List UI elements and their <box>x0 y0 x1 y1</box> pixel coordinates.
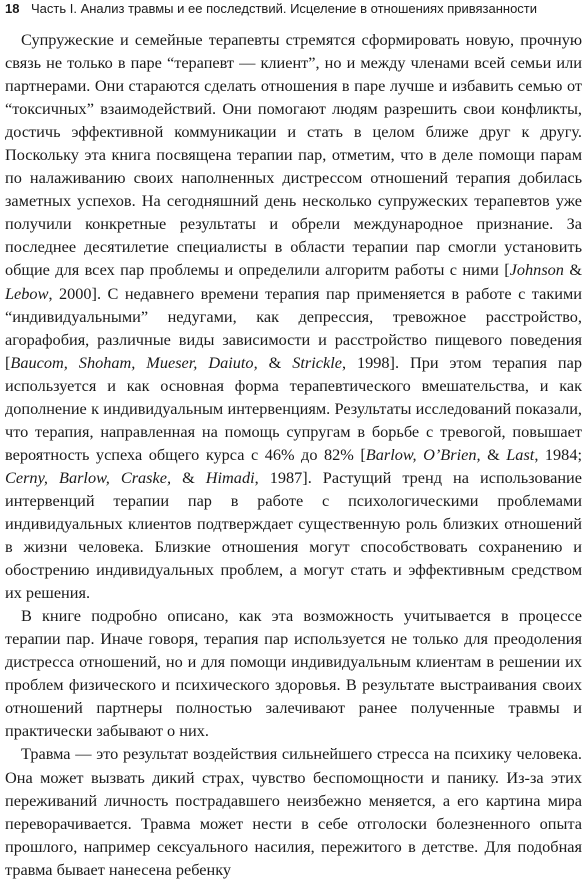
chapter-title: Часть I. Анализ травмы и ее последствий. Исцеление в отношениях привязанности <box>31 1 538 16</box>
citation-author: Lebow <box>5 283 49 303</box>
paragraph-3 <box>5 742 582 880</box>
text-segment: & <box>171 467 206 487</box>
citation-author: Cerny, Barlow, Craske, <box>5 467 172 487</box>
running-header <box>5 0 582 18</box>
citation-author: Himadi <box>205 467 255 487</box>
page-number: 18 <box>5 1 20 16</box>
text-segment: , 1984; <box>534 444 582 464</box>
citation-author: Barlow, O’Brien, <box>365 444 481 464</box>
paragraph-1 <box>5 28 582 604</box>
text-segment: & <box>563 260 582 280</box>
text-segment: & <box>480 444 507 464</box>
text-segment: , 1987]. Растущий тренд на использование интервенций терапии пар в работе с психологическими проблемами индивидуальных клиентов подтверждает существенную роль близких отношений в жизни человека. Близкие отношения могут способствовать сохранению и обострению индивидуальных проблем, а могут стать и эффективным средством их решения. <box>5 467 582 603</box>
citation-author: Johnson <box>509 260 564 280</box>
text-segment: , 1998]. При этом терапия пар используется и как основная форма терапевтического вмешательства, и как дополнение к индивидуальным интервенциям. Результаты исследований показали, что терапия, направленная на помощь супругам в борьбе с тревогой, повышает вероятность успеха общего курса с 46% до 82% [ <box>5 352 582 464</box>
text-segment: В книге подробно описано, как эта возможность учитывается в процессе терапии пар. Иначе говоря, терапия пар используется не только для преодоления дистресса отношений, но и для помощи индивидуальным клиентам в решении их проблем физического и психического здоровья. В результате выстраивания своих отношений партнеры полностью залечивают ранее полученные травмы и практически забывают о них. <box>5 606 582 741</box>
text-segment: Супружеские и семейные терапевты стремятся сформировать новую, прочную связь не только в паре “терапевт — клиент”, но и между членами всей семьи или партнерами. Они стараются сделать отношения в паре лучше и избавить семью от “токсичных” взаимодействий. Они помогают людям разрешить свои конфликты, достичь эффективной коммуникации и стать в целом ближе друг к другу. Поскольку эта книга посвящена терапии пар, отметим, что в деле помощи парам по налаживанию своих наполненных дистрессом отношений терапия добилась заметных успехов. На сегодняшний день несколько супружеских терапевтов уже получили конкретные результаты и обрели международное признание. За последнее десятилетие специалисты в области терапии пар смогли установить общие для всех пар проблемы и определили алгоритм работы с ними [ <box>5 30 582 280</box>
citation-author: Last <box>506 444 535 464</box>
text-segment: , 2000]. С недавнего времени терапия пар применяется в работе с такими “индивидуальными” недугами, как депрессия, тревожное расстройство, агорафобия, различные виды зависимости и расстройство пищевого поведения [ <box>5 283 582 372</box>
paragraph-2 <box>5 604 582 742</box>
text-segment: & <box>257 352 293 372</box>
body-text <box>5 28 582 881</box>
citation-author: Strickle <box>292 352 342 372</box>
citation-author: Baucom, Shoham, Mueser, Daiuto, <box>10 352 258 372</box>
text-segment: Травма — это результат воздействия сильнейшего стресса на психику человека. Она может вызвать дикий страх, чувство беспомощности и панику. Из-за этих переживаний личность пострадавшего неизбежно меняется, а его картина мира переворачивается. Травма может нести в себе отголоски болезненного опыта прошлого, например сексуального насилия, пережитого в детстве. Для подобная травма бывает нанесена ребенку <box>5 744 582 879</box>
